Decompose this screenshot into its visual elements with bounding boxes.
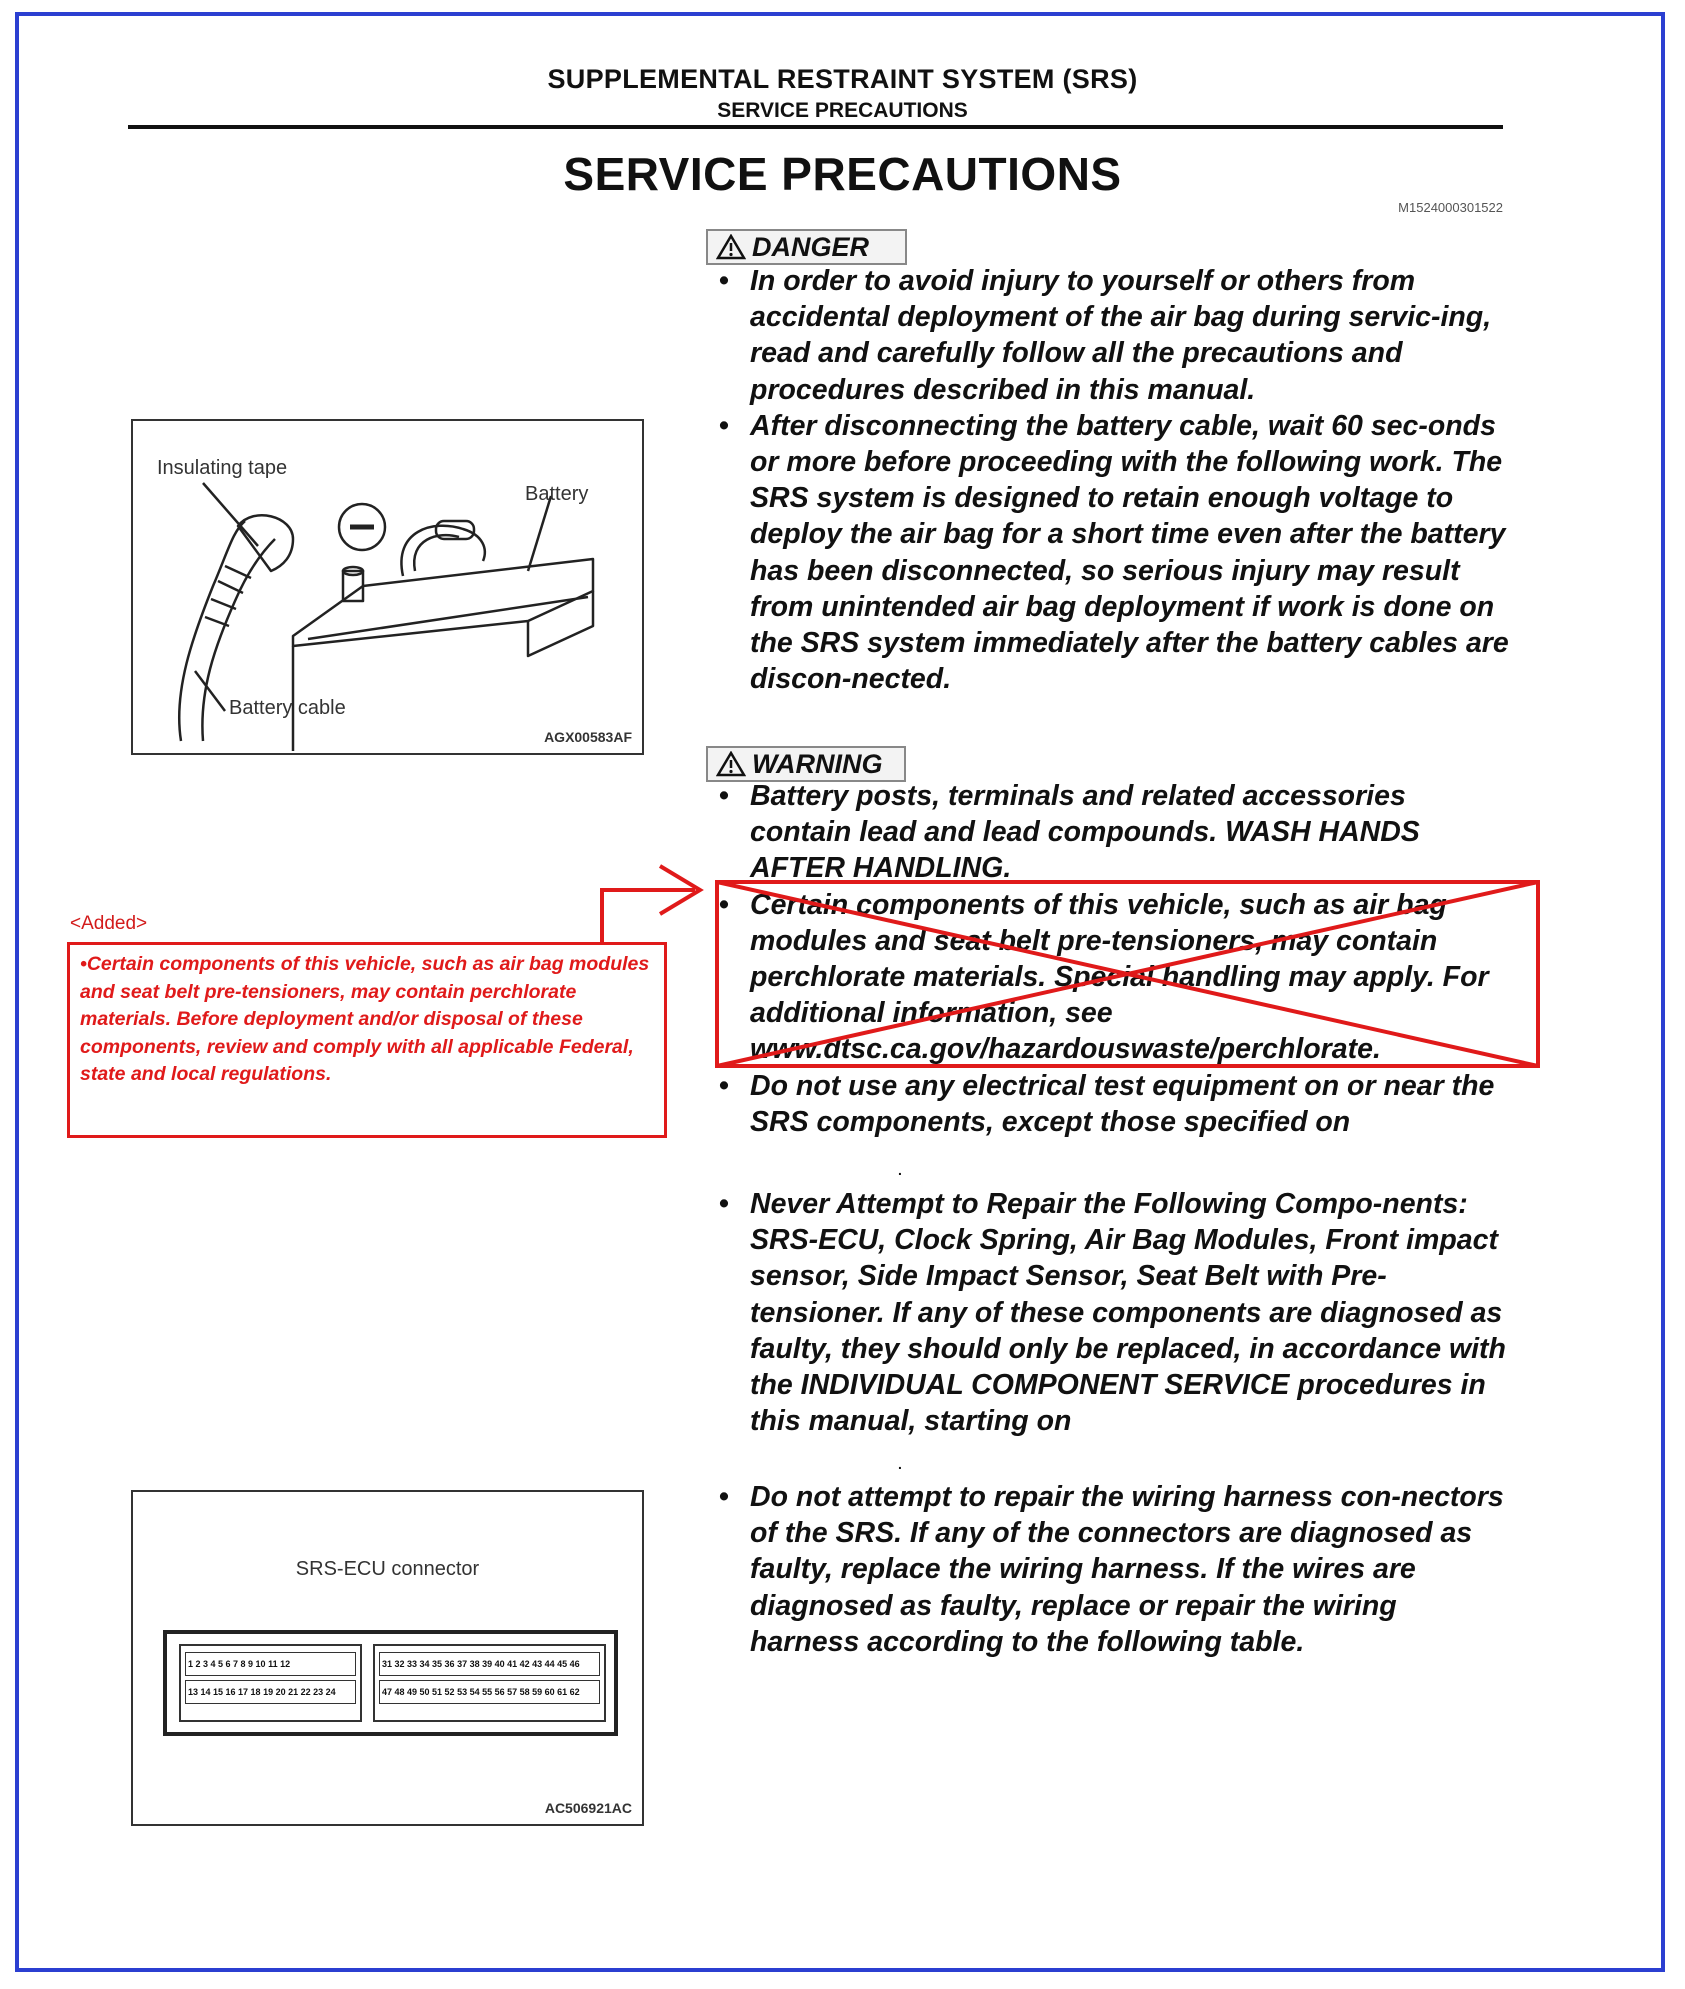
warning-triangle-icon <box>716 234 746 260</box>
warning-list <box>712 778 1512 1140</box>
list-item: • After disconnecting the battery cable, wait 60 sec-onds or more before proceeding with the following work. The SRS system is designed to retain enough voltage to deploy the air bag for a short time even after the battery has been disconnected, so serious injury may result from unintended air bag deployment if work is done on the SRS system immediately after the battery cables are discon-nected. <box>712 408 1512 698</box>
warning-triangle-icon <box>716 751 746 777</box>
list-item: • Do not attempt to repair the wiring harness con-nectors of the SRS. If any of the connectors are diagnosed as faulty, replace the wiring harness. If the wires are diagnosed as faulty, replace or repair the wiring harness according to the following table. <box>712 1479 1512 1660</box>
added-label: <Added> <box>70 913 148 934</box>
page-title: SERVICE PRECAUTIONS <box>563 148 1122 200</box>
danger-label-text: DANGER <box>752 232 870 262</box>
connector-figure <box>131 1490 644 1826</box>
list-item: • In order to avoid injury to yourself or others from accidental deployment of the air bag during servic-ing, read and carefully follow all the precautions and procedures described in this manual. <box>712 263 1512 408</box>
connector-title: SRS-ECU connector <box>295 1558 480 1580</box>
added-note: •Certain components of this vehicle, such as air bag modules and seat belt pre-tensioners, may contain perchlorate materials. Before deployment and/or disposal of these components, review and comply with all applicable Federal, state and local regulations. <box>67 942 667 1138</box>
connector-pin-row: 31 32 33 34 35 36 37 38 39 40 41 42 43 44 45 46 <box>379 1652 600 1676</box>
figure-code: AC506921AC <box>544 1800 632 1816</box>
connector-pin-row: 47 48 49 50 51 52 53 54 55 56 57 58 59 60 61 62 <box>379 1680 600 1704</box>
danger-label <box>706 229 907 265</box>
label-battery: Battery <box>525 483 589 505</box>
list-item: • Do not use any electrical test equipment on or near the SRS components, except those specified on <box>712 1068 1512 1140</box>
figure-code: AGX00583AF <box>544 729 632 745</box>
list-item-struck: • Certain components of this vehicle, such as air bag modules and seat belt pre-tensioners, may contain perchlorate materials. Special handling may apply. For additional information, see www.dtsc.ca.gov/hazardouswaste/perchlorate. <box>712 887 1512 1068</box>
connector-housing <box>163 1630 618 1736</box>
list-item: • Battery posts, terminals and related accessories contain lead and lead compounds. WASH HANDS AFTER HANDLING. <box>712 778 1512 887</box>
danger-list <box>712 263 1512 697</box>
warning-label-text: WARNING <box>752 749 883 779</box>
connector-left-block <box>179 1644 362 1722</box>
connector-right-block <box>373 1644 606 1722</box>
section-header: SUPPLEMENTAL RESTRAINT SYSTEM (SRS) <box>547 64 1138 94</box>
connector-pin-row: 1 2 3 4 5 6 7 8 9 10 11 12 <box>185 1652 356 1676</box>
battery-figure <box>131 419 644 755</box>
label-insulating-tape: Insulating tape <box>157 457 288 479</box>
repair-list-2 <box>712 1479 1512 1660</box>
label-battery-cable: Battery cable <box>229 697 346 719</box>
repair-list-1 <box>712 1186 1512 1439</box>
connector-pin-row: 13 14 15 16 17 18 19 20 21 22 23 24 <box>185 1680 356 1704</box>
warning-label <box>706 746 906 782</box>
reference-dot: . <box>898 1456 902 1472</box>
header-rule <box>128 125 1503 129</box>
reference-dot: . <box>898 1162 902 1178</box>
document-code: M1524000301522 <box>1398 200 1503 215</box>
list-item: • Never Attempt to Repair the Following Compo-nents: SRS-ECU, Clock Spring, Air Bag Modules, Front impact sensor, Side Impact Sensor, Seat Belt with Pre-tensioner. If any of these components are diagnosed as faulty, they should only be replaced, in accordance with the INDIVIDUAL COMPONENT SERVICE procedures in this manual, starting on <box>712 1186 1512 1439</box>
section-subheader: SERVICE PRECAUTIONS <box>717 99 968 122</box>
